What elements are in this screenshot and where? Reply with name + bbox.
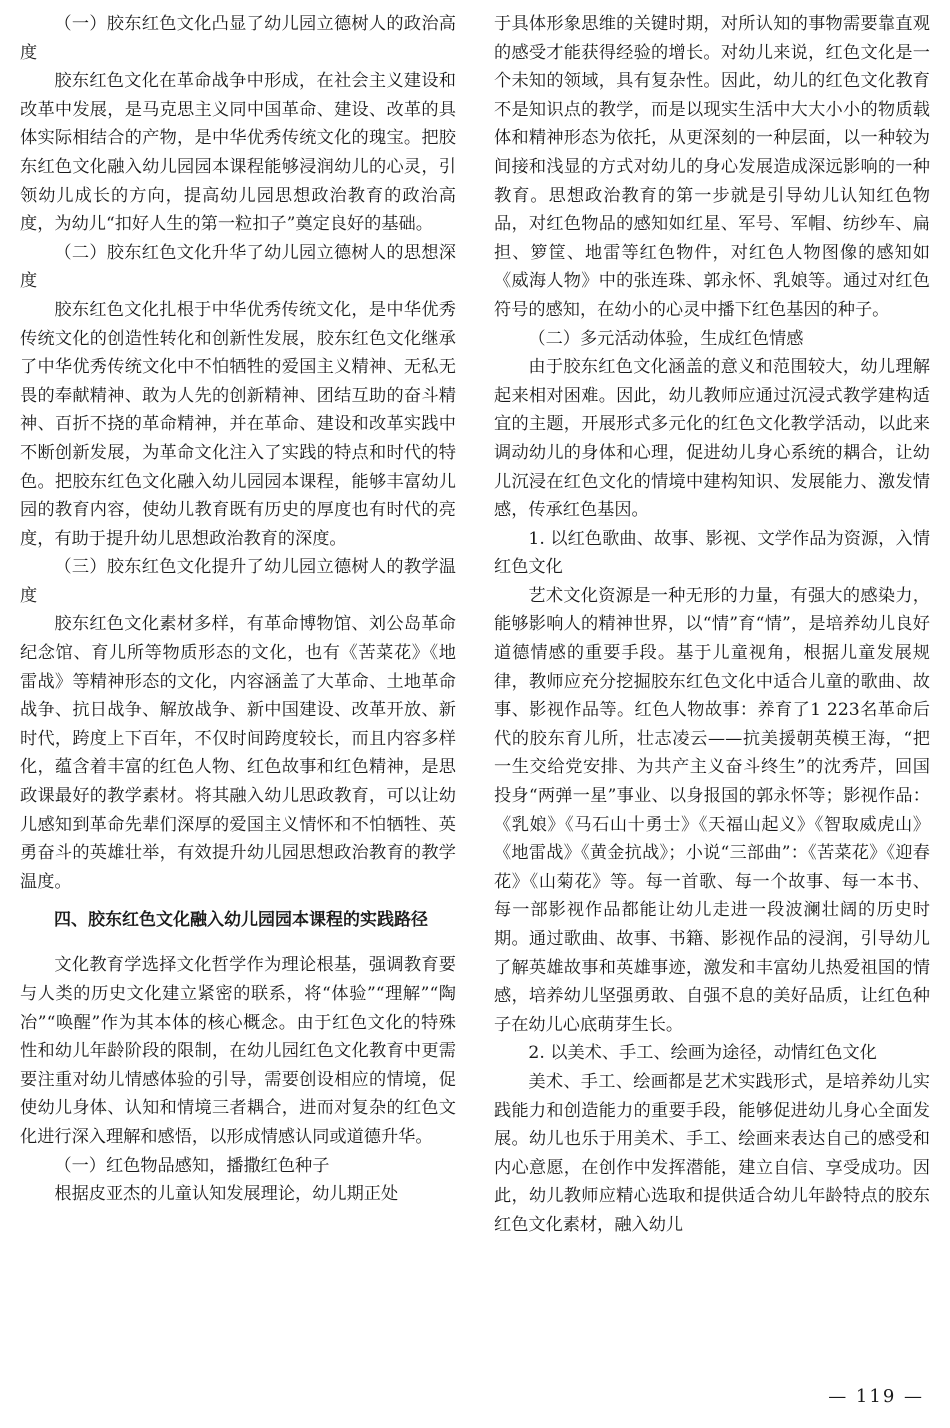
- paragraph: 胶东红色文化扎根于中华优秀传统文化，是中华优秀传统文化的创造性转化和创新性发展，胶东红色文化继承了中华优秀传统文化中不怕牺牲的爱国主义精神、无私无畏的奉献精神、敢为人先的创新精神、团结互助的奋斗精神、百折不挠的革命精神，并在革命、建设和改革实践中不断创新发展，为革命文化注入了实践的特点和时代的特色。把胶东红色文化融入幼儿园园本课程，能够丰富幼儿园的教育内容，使幼儿教育既有历史的厚度也有时代的亮度，有助于提升幼儿思想政治教育的深度。: [20, 299, 456, 549]
- paragraph: 于具体形象思维的关键时期，对所认知的事物需要靠直观的感受才能获得经验的增长。对幼儿来说，红色文化是一个未知的领域，具有复杂性。因此，幼儿的红色文化教育不是知识点的教学，而是以现实生活中大大小小的物质载体和精神形态为依托，从更深刻的一种层面，以一种较为间接和浅显的方式对幼儿的身心发展造成深远影响的一种教育。思想政治教育的第一步就是引导幼儿认知红色物品，对红色物品的感知如红星、军号、军帽、纺纱车、扁担、箩筐、地雷等红色物件，对红色人物图像的感知如《威海人物》中的张连珠、郭永怀、乳娘等。通过对红色符号的感知，在幼小的心灵中播下红色基因的种子。: [494, 14, 930, 320]
- paragraph: 艺术文化资源是一种无形的力量，有强大的感染力，能够影响人的精神世界，以“情”育“情”，是培养幼儿良好道德情感的重要手段。基于儿童视角，根据儿童发展规律，教师应充分挖掘胶东红色文化中适合儿童的歌曲、故事、影视作品等。红色人物故事：养育了1 223名革命后代的胶东育儿所，壮志凌云——抗美援朝英模王海，“把一生交给党安排、为共产主义奋斗终生”的沈秀芹，回国投身“两弹一星”事业、以身报国的郭永怀等；影视作品：《乳娘》《马石山十勇士》《天福山起义》《智取威虎山》《地雷战》《黄金抗战》；小说“三部曲”：《苦菜花》《迎春花》《山菊花》等。每一首歌、每一个故事、每一本书、每一部影视作品都能让幼儿走进一段波澜壮阔的历史时期。通过歌曲、故事、书籍、影视作品的浸润，引导幼儿了解英雄故事和英雄事迹，激发和丰富幼儿热爱祖国的情感，培养幼儿坚强勇敢、自强不息的美好品质，让红色种子在幼儿心底萌芽生长。: [494, 585, 930, 1035]
- paragraph: 胶东红色文化在革命战争中形成，在社会主义建设和改革中发展，是马克思主义同中国革命、建设、改革的具体实际相结合的产物，是中华优秀传统文化的瑰宝。把胶东红色文化融入幼儿园园本课程能够浸润幼儿的心灵，引领幼儿成长的方向，提高幼儿园思想政治教育的政治高度，为幼儿“扣好人生的第一粒扣子”奠定良好的基础。: [20, 71, 456, 235]
- paragraph: 根据皮亚杰的儿童认知发展理论，幼儿期正处: [54, 1184, 399, 1205]
- subheading-ideological-depth: （二）胶东红色文化升华了幼儿园立德树人的思想深度: [20, 242, 456, 292]
- subheading-art-handcraft-painting: 2. 以美术、手工、绘画为途径，动情红色文化: [528, 1043, 877, 1064]
- paragraph: 文化教育学选择文化哲学作为理论根基，强调教育要与人类的历史文化建立紧密的联系，将“体验”“理解”“陶冶”“唤醒”作为其本体的核心概念。由于红色文化的特殊性和幼儿年龄阶段的限制，在幼儿园红色文化教育中更需要注重对幼儿情感体验的引导，需要创设相应的情境，促使幼儿身体、认知和情境三者耦合，进而对复杂的红色文化进行深入理解和感悟，以形成情感认同或道德升华。: [20, 955, 456, 1147]
- section-heading-practice-path: 四、胶东红色文化融入幼儿园园本课程的实践路径: [54, 910, 428, 931]
- subheading-red-items-perception: （一）红色物品感知，播撒红色种子: [54, 1155, 330, 1176]
- page-number: — 119 —: [828, 1386, 924, 1407]
- paragraph: 由于胶东红色文化涵盖的意义和范围较大，幼儿理解起来相对困难。因此，幼儿教师应通过沉浸式教学建构适宜的主题，开展形式多元化的红色文化教学活动，以此来调动幼儿的身体和心理，促进幼儿身心系统的耦合，让幼儿沉浸在红色文化的情境中建构知识、发展能力、激发情感，传承红色基因。: [494, 357, 930, 521]
- right-column: [494, 10, 930, 1240]
- paragraph: 美术、手工、绘画都是艺术实践形式，是培养幼儿实践能力和创造能力的重要手段，能够促进幼儿身心全面发展。幼儿也乐于用美术、手工、绘画来表达自己的感受和内心意愿，在创作中发挥潜能，建立自信、享受成功。因此，幼儿教师应精心选取和提供适合幼儿年龄特点的胶东红色文化素材，融入幼儿: [494, 1071, 930, 1235]
- subheading-teaching-warmth: （三）胶东红色文化提升了幼儿园立德树人的教学温度: [20, 557, 456, 606]
- subheading-political-height: （一）胶东红色文化凸显了幼儿园立德树人的政治高度: [20, 14, 456, 63]
- subheading-songs-stories-resource: 1. 以红色歌曲、故事、影视、文学作品为资源，入情红色文化: [494, 528, 930, 578]
- paragraph: 胶东红色文化素材多样，有革命博物馆、刘公岛革命纪念馆、育儿所等物质形态的文化，也有《苦菜花》《地雷战》等精神形态的文化，内容涵盖了大革命、土地革命战争、抗日战争、解放战争、新中国建设、改革开放、新时代，跨度上下百年，不仅时间跨度较长，而且内容多样化，蕴含着丰富的红色人物、红色故事和红色精神，是思政课最好的教学素材。将其融入幼儿思政教育，可以让幼儿感知到革命先辈们深厚的爱国主义情怀和不怕牺牲、英勇奋斗的英雄壮举，有效提升幼儿园思想政治教育的教学温度。: [20, 614, 456, 892]
- subheading-diverse-activities: （二）多元活动体验，生成红色情感: [528, 328, 804, 349]
- left-column: [20, 10, 456, 1209]
